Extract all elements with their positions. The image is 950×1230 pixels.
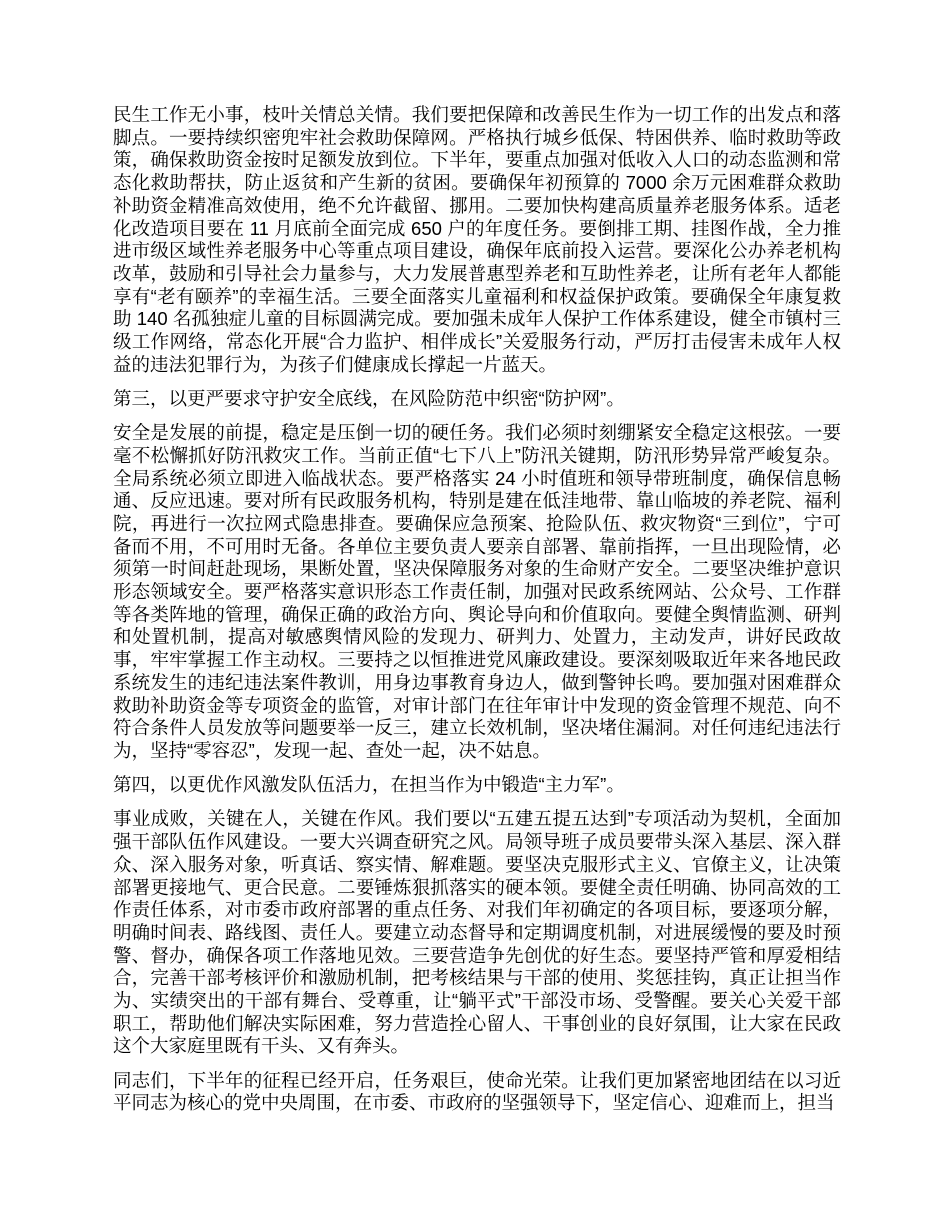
- section-heading-fourth: 第四，以更优作风激发队伍活力，在担当作为中锻造“主力军”。: [113, 774, 625, 796]
- closing-paragraph: 同志们，下半年的征程已经开启，任务艰巨，使命光荣。让我们更加紧密地团结在以习近平同志为核心的党中央周围，在市委、市政府的坚强领导下，坚定信心、迎难而上，担当: [113, 1069, 841, 1114]
- body-paragraph: 安全是发展的前提，稳定是压倒一切的硬任务。我们必须时刻绷紧安全稳定这根弦。一要毫不松懈抓好防汛救灾工作。当前正值“七下八上”防汛关键期，防汛形势异常严峻复杂。全局系统必须立即进入临战状态。要严格落实 24 小时值班和领导带班制度，确保信息畅通、反应迅速。要对所有民政服务机构，特别是建在低洼地带、靠山临坡的养老院、福利院，再进行一次拉网式隐患排查。要确保应急预案、抢险队伍、救灾物资“三到位”，宁可备而不用，不可用时无备。各单位主要负责人要亲自部署、靠前指挥，一旦出现险情，必须第一时间赶赴现场，果断处置，坚决保障服务对象的生命财产安全。二要坚决维护意识形态领域安全。要严格落实意识形态工作责任制，加强对民政系统网站、公众号、工作群等各类阵地的管理，确保正确的政治方向、舆论导向和价值取向。要健全舆情监测、研判和处置机制，提高对敏感舆情风险的发现力、研判力、处置力，主动发声，讲好民政故事，牢牢掌握工作主动权。三要持之以恒推进党风廉政建设。要深刻吸取近年来各地民政系统发生的违纪违法案件教训，用身边事教育身边人，做到警钟长鸣。要加强对困难群众救助补助资金等专项资金的监管，对审计部门在往年审计中发现的资金管理不规范、向不符合条件人员发放等问题要举一反三，建立长效机制，坚决堵住漏洞。对任何违纪违法行为，坚持“零容忍”，发现一起、查处一起，决不姑息。: [113, 422, 841, 761]
- section-heading-third: 第三，以更严要求守护安全底线，在风险防范中织密“防护网”。: [113, 387, 625, 409]
- document-body-text: [113, 104, 841, 1127]
- body-paragraph: 民生工作无小事，枝叶关情总关情。我们要把保障和改善民生作为一切工作的出发点和落脚点。一要持续织密兜牢社会救助保障网。严格执行城乡低保、特困供养、临时救助等政策，确保救助资金按时足额发放到位。下半年，要重点加强对低收入人口的动态监测和常态化救助帮扶，防止返贫和产生新的贫困。要确保年初预算的 7000 余万元困难群众救助补助资金精准高效使用，绝不允许截留、挪用。二要加快构建高质量养老服务体系。适老化改造项目要在 11 月底前全面完成 650 户的年度任务。要倒排工期、挂图作战，全力推进市级区域性养老服务中心等重点项目建设，确保年底前投入运营。要深化公办养老机构改革，鼓励和引导社会力量参与，大力发展普惠型养老和互助性养老，让所有老年人都能享有“老有颐养”的幸福生活。三要全面落实儿童福利和权益保护政策。要确保全年康复救助 140 名孤独症儿童的目标圆满完成。要加强未成年人保护工作体系建设，健全市镇村三级工作网络，常态化开展“合力监护、相伴成长”关爱服务行动，严厉打击侵害未成年人权益的违法犯罪行为，为孩子们健康成长撑起一片蓝天。: [113, 104, 841, 375]
- body-paragraph: 事业成败，关键在人，关键在作风。我们要以“五建五提五达到”专项活动为契机，全面加强干部队伍作风建设。一要大兴调查研究之风。局领导班子成员要带头深入基层、深入群众、深入服务对象，听真话、察实情、解难题。要坚决克服形式主义、官僚主义，让决策部署更接地气、更合民意。二要锤炼狠抓落实的硬本领。要健全责任明确、协同高效的工作责任体系，对市委市政府部署的重点任务、对我们年初确定的各项目标，要逐项分解，明确时间表、路线图、责任人。要建立动态督导和定期调度机制，对进展缓慢的要及时预警、督办，确保各项工作落地见效。三要营造争先创优的好生态。要坚持严管和厚爱相结合，完善干部考核评价和激励机制，把考核结果与干部的使用、奖惩挂钩，真正让担当作为、实绩突出的干部有舞台、受尊重，让“躺平式”干部没市场、受警醒。要关心关爱干部职工，帮助他们解决实际困难，努力营造拴心留人、干事创业的良好氛围，让大家在民政这个大家庭里既有干头、又有奔头。: [113, 808, 841, 1057]
